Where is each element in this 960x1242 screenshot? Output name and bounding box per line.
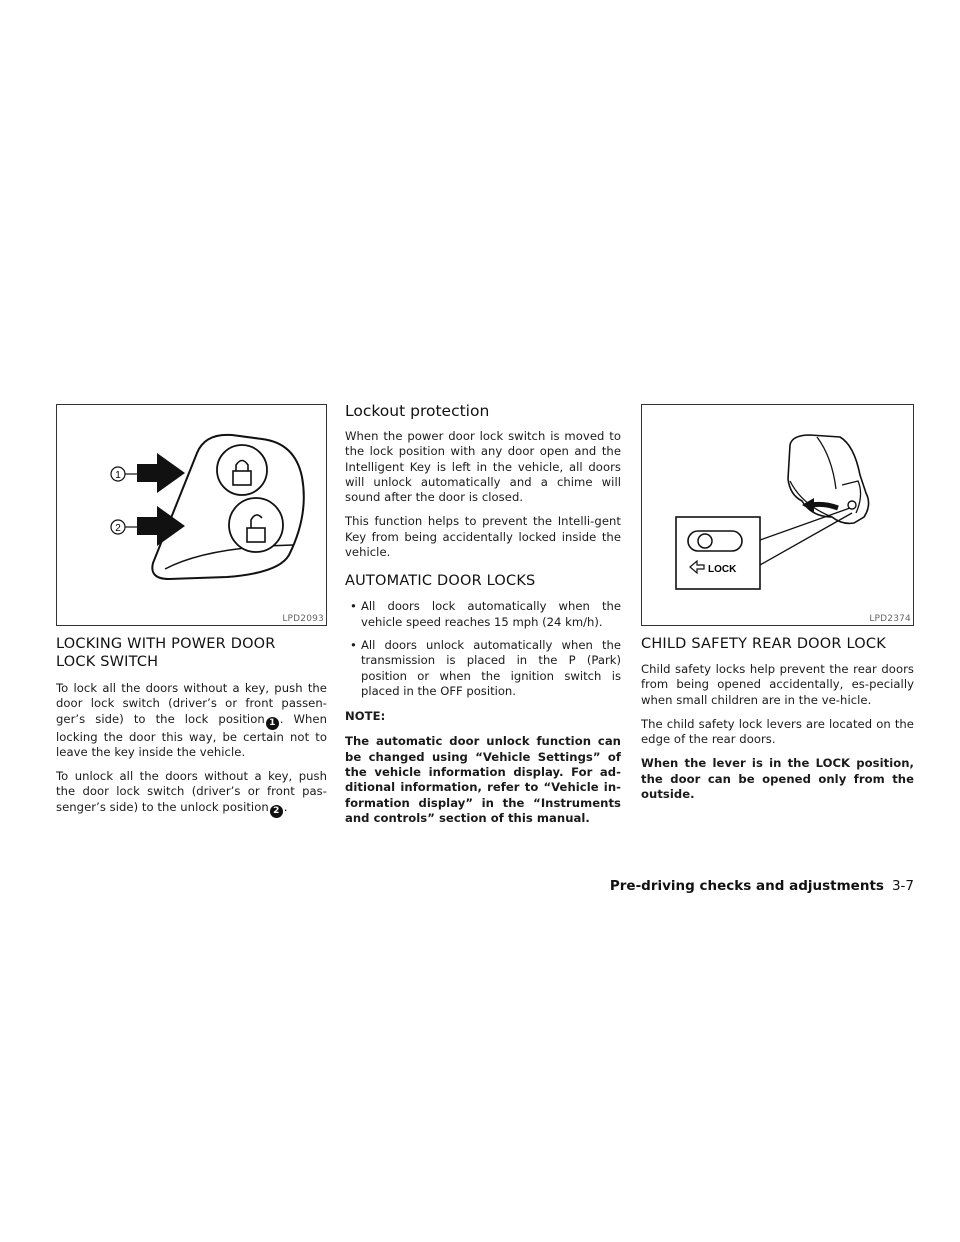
middle-column	[345, 402, 621, 826]
footer-section-title: Pre-driving checks and adjustments	[609, 878, 884, 894]
page-footer	[610, 878, 914, 894]
paragraph	[56, 681, 327, 760]
key-fob-illustration	[57, 405, 326, 625]
key-fob-figure	[56, 404, 327, 626]
figure-code: LPD2374	[869, 614, 911, 624]
list-item: • All doors unlock automatically when the transmission is placed in the P (Park) position or when the ignition switch is placed in the OFF position.	[345, 638, 621, 699]
paragraph: This function helps to prevent the Intelli-gent Key from being accidentally locked inside the vehicle.	[345, 514, 621, 560]
lock-button-shape	[217, 445, 267, 495]
callout-1: 1	[115, 470, 121, 481]
lock-label: LOCK	[708, 564, 737, 575]
paragraph: Child safety locks help prevent the rear doors from being opened accidentally, es-pecially when small children are in the ve-hicle.	[641, 662, 914, 707]
paragraph	[56, 769, 327, 818]
note-text: The automatic door unlock function can be changed using “Vehicle Settings” of the vehicle information display. For ad-ditional information, refer to “Vehicle in-formation display” in the “Instruments and controls” section of this manual.	[345, 734, 621, 825]
right-column	[641, 404, 914, 802]
section-heading	[56, 635, 327, 671]
list-item: • All doors lock automatically when the vehicle speed reaches 15 mph (24 km/h).	[345, 599, 621, 630]
note-label: NOTE:	[345, 709, 386, 724]
paragraph-bold: When the lever is in the LOCK position, the door can be opened only from the outside.	[641, 756, 914, 802]
bullet-list	[345, 599, 621, 699]
child-lock-figure	[641, 404, 914, 626]
inset-box	[676, 517, 760, 589]
text-run: To lock all the doors without a key, push the door lock switch (driver’s or front passen-ger’s side) to the lock position	[56, 681, 327, 726]
section-heading: CHILD SAFETY REAR DOOR LOCK	[641, 636, 886, 652]
paragraph: The child safety lock levers are located on the edge of the rear doors.	[641, 716, 914, 747]
text-run: . When locking the door this way, be certain not to leave the key inside the vehicle.	[56, 711, 328, 759]
left-column	[56, 404, 327, 818]
heading-line-2: LOCK SWITCH	[56, 654, 159, 670]
child-lock-illustration	[642, 405, 913, 625]
paragraph: When the power door lock switch is moved to the lock position with any door open and the Intelligent Key is left in the vehicle, all doors will unlock automatically and a chime will sound after the door is closed.	[345, 429, 621, 505]
text-run: .	[283, 799, 288, 814]
lever-knob-icon	[698, 534, 712, 548]
page-number: 3-7	[891, 878, 914, 894]
callout-badge-2: 2	[270, 805, 283, 818]
text-run: To unlock all the doors without a key, push the door lock switch (driver’s or front pas-senger’s side) to the unlock position	[56, 769, 327, 814]
callout-2: 2	[115, 523, 121, 534]
figure-code: LPD2093	[282, 614, 324, 624]
subheading-lockout: Lockout protection	[345, 402, 490, 420]
heading-line-1: LOCKING WITH POWER DOOR	[56, 636, 276, 652]
arrow-1-icon	[137, 453, 185, 493]
unlock-button-shape	[229, 498, 283, 552]
callout-badge-1: 1	[266, 717, 279, 730]
section-heading: AUTOMATIC DOOR LOCKS	[345, 573, 536, 590]
